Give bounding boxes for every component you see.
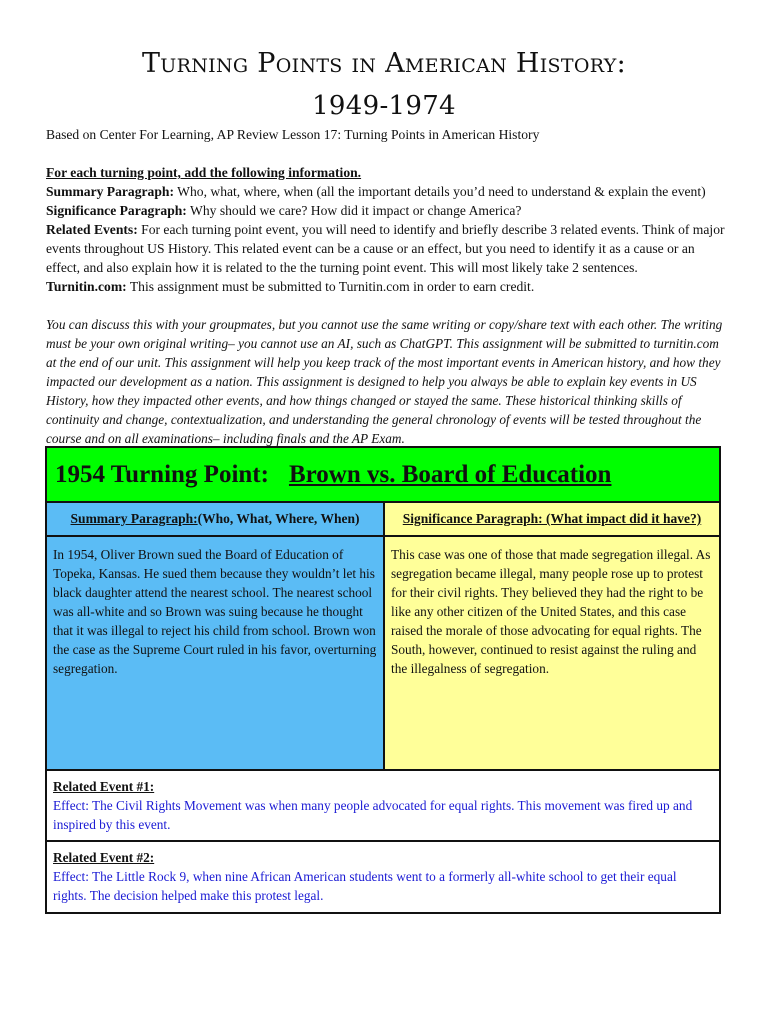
instruction-turnitin [46, 277, 728, 296]
related-event-label: Related Event #2: [53, 850, 155, 865]
significance-paragraph: This case was one of those that made segregation illegal. As segregation became illegal, many people rose up to protest for their civil rights. They believed they had the right to be like any other citizen of the United States, and this case raised the morale of those advocating for equal rights. The South, however, continued to resist against the ruling and the illegalness of segregation. [391, 547, 711, 676]
summary-paragraph: In 1954, Oliver Brown sued the Board of Education of Topeka, Kansas. He sued them because they wouldn’t let his black daughter attend the nearest school. The nearest school was all-white and so Brown was suing because he thought that it was illegal to reject his child from school. Brown won the case as the Supreme Court ruled in his favor, overturning segregation. [53, 547, 377, 676]
related-event-label: Related Event #1: [53, 779, 155, 794]
related-event-text: Effect: The Little Rock 9, when nine African American students went to a formerly all-white school to get their equal rights. The decision helped make this protest legal. [53, 869, 677, 903]
summary-heading [47, 503, 383, 537]
significance-heading [385, 503, 719, 537]
source-line: Based on Center For Learning, AP Review Lesson 17: Turning Points in American History [46, 127, 540, 142]
related-event-2 [47, 842, 719, 912]
instruction-text: Why should we care? How did it impact or change America? [186, 203, 522, 218]
academic-integrity-note: You can discuss this with your groupmates, but you cannot use the same writing or copy/share text with each other. The writing must be your own original writing– you cannot use an AI, such as ChatGPT. This assignment will be submitted to turnitin.com at the end of our unit. This assignment will help you keep track of the most important events in American history, and how they impacted our development as a nation. This assignment is designed to help you always be able to explain key events in US History, how they impacted other events, and how things changed or stayed the same. These historical thinking skills of continuity and change, contextualization, and understanding the general chronology of events will be tested throughout the course and on all examinations– including finals and the AP Exam. [46, 317, 723, 446]
turning-point-name: Brown vs. Board of Education [288, 460, 612, 488]
instruction-label: Significance Paragraph: [46, 203, 187, 218]
instruction-text: This assignment must be submitted to Turnitin.com in order to earn credit. [126, 279, 535, 294]
instruction-label: Summary Paragraph: [46, 184, 174, 199]
instruction-text: Who, what, where, when (all the important details you’d need to understand & explain the event) [174, 184, 706, 199]
instruction-summary [46, 182, 728, 201]
significance-column [385, 503, 719, 769]
instruction-significance [46, 201, 728, 220]
turning-point-header [47, 448, 719, 503]
instruction-label: Related Events: [46, 222, 138, 237]
significance-heading-label: Significance Paragraph: (What impact did it have?) [402, 511, 702, 526]
document-title-years: 1949-1974 [312, 91, 456, 121]
instruction-related-events [46, 220, 728, 277]
turning-point-table [45, 446, 721, 914]
summary-heading-rest: (Who, What, Where, When) [197, 511, 360, 526]
instruction-label: Turnitin.com: [46, 279, 127, 294]
related-event-1 [47, 771, 719, 842]
instruction-text: For each turning point event, you will need to identify and briefly describe 3 related events. Think of major events throughout US History. This related event can be a cause or an effect, but you need to identify it as a cause or an effect, and also explain how it is related to the the turning point event. This will most likely take 2 sentences. [46, 222, 725, 275]
paragraph-columns [47, 503, 719, 771]
turning-point-prefix: 1954 Turning Point: [55, 460, 269, 488]
instructions-heading: For each turning point, add the following information. [46, 165, 362, 180]
summary-heading-label: Summary Paragraph: [70, 511, 198, 526]
related-event-text: Effect: The Civil Rights Movement was when many people advocated for equal rights. This movement was fired up and inspired by this event. [53, 798, 693, 832]
instructions-block [46, 163, 728, 296]
document-title: Turning Points in American History: [142, 48, 626, 79]
summary-column [47, 503, 385, 769]
